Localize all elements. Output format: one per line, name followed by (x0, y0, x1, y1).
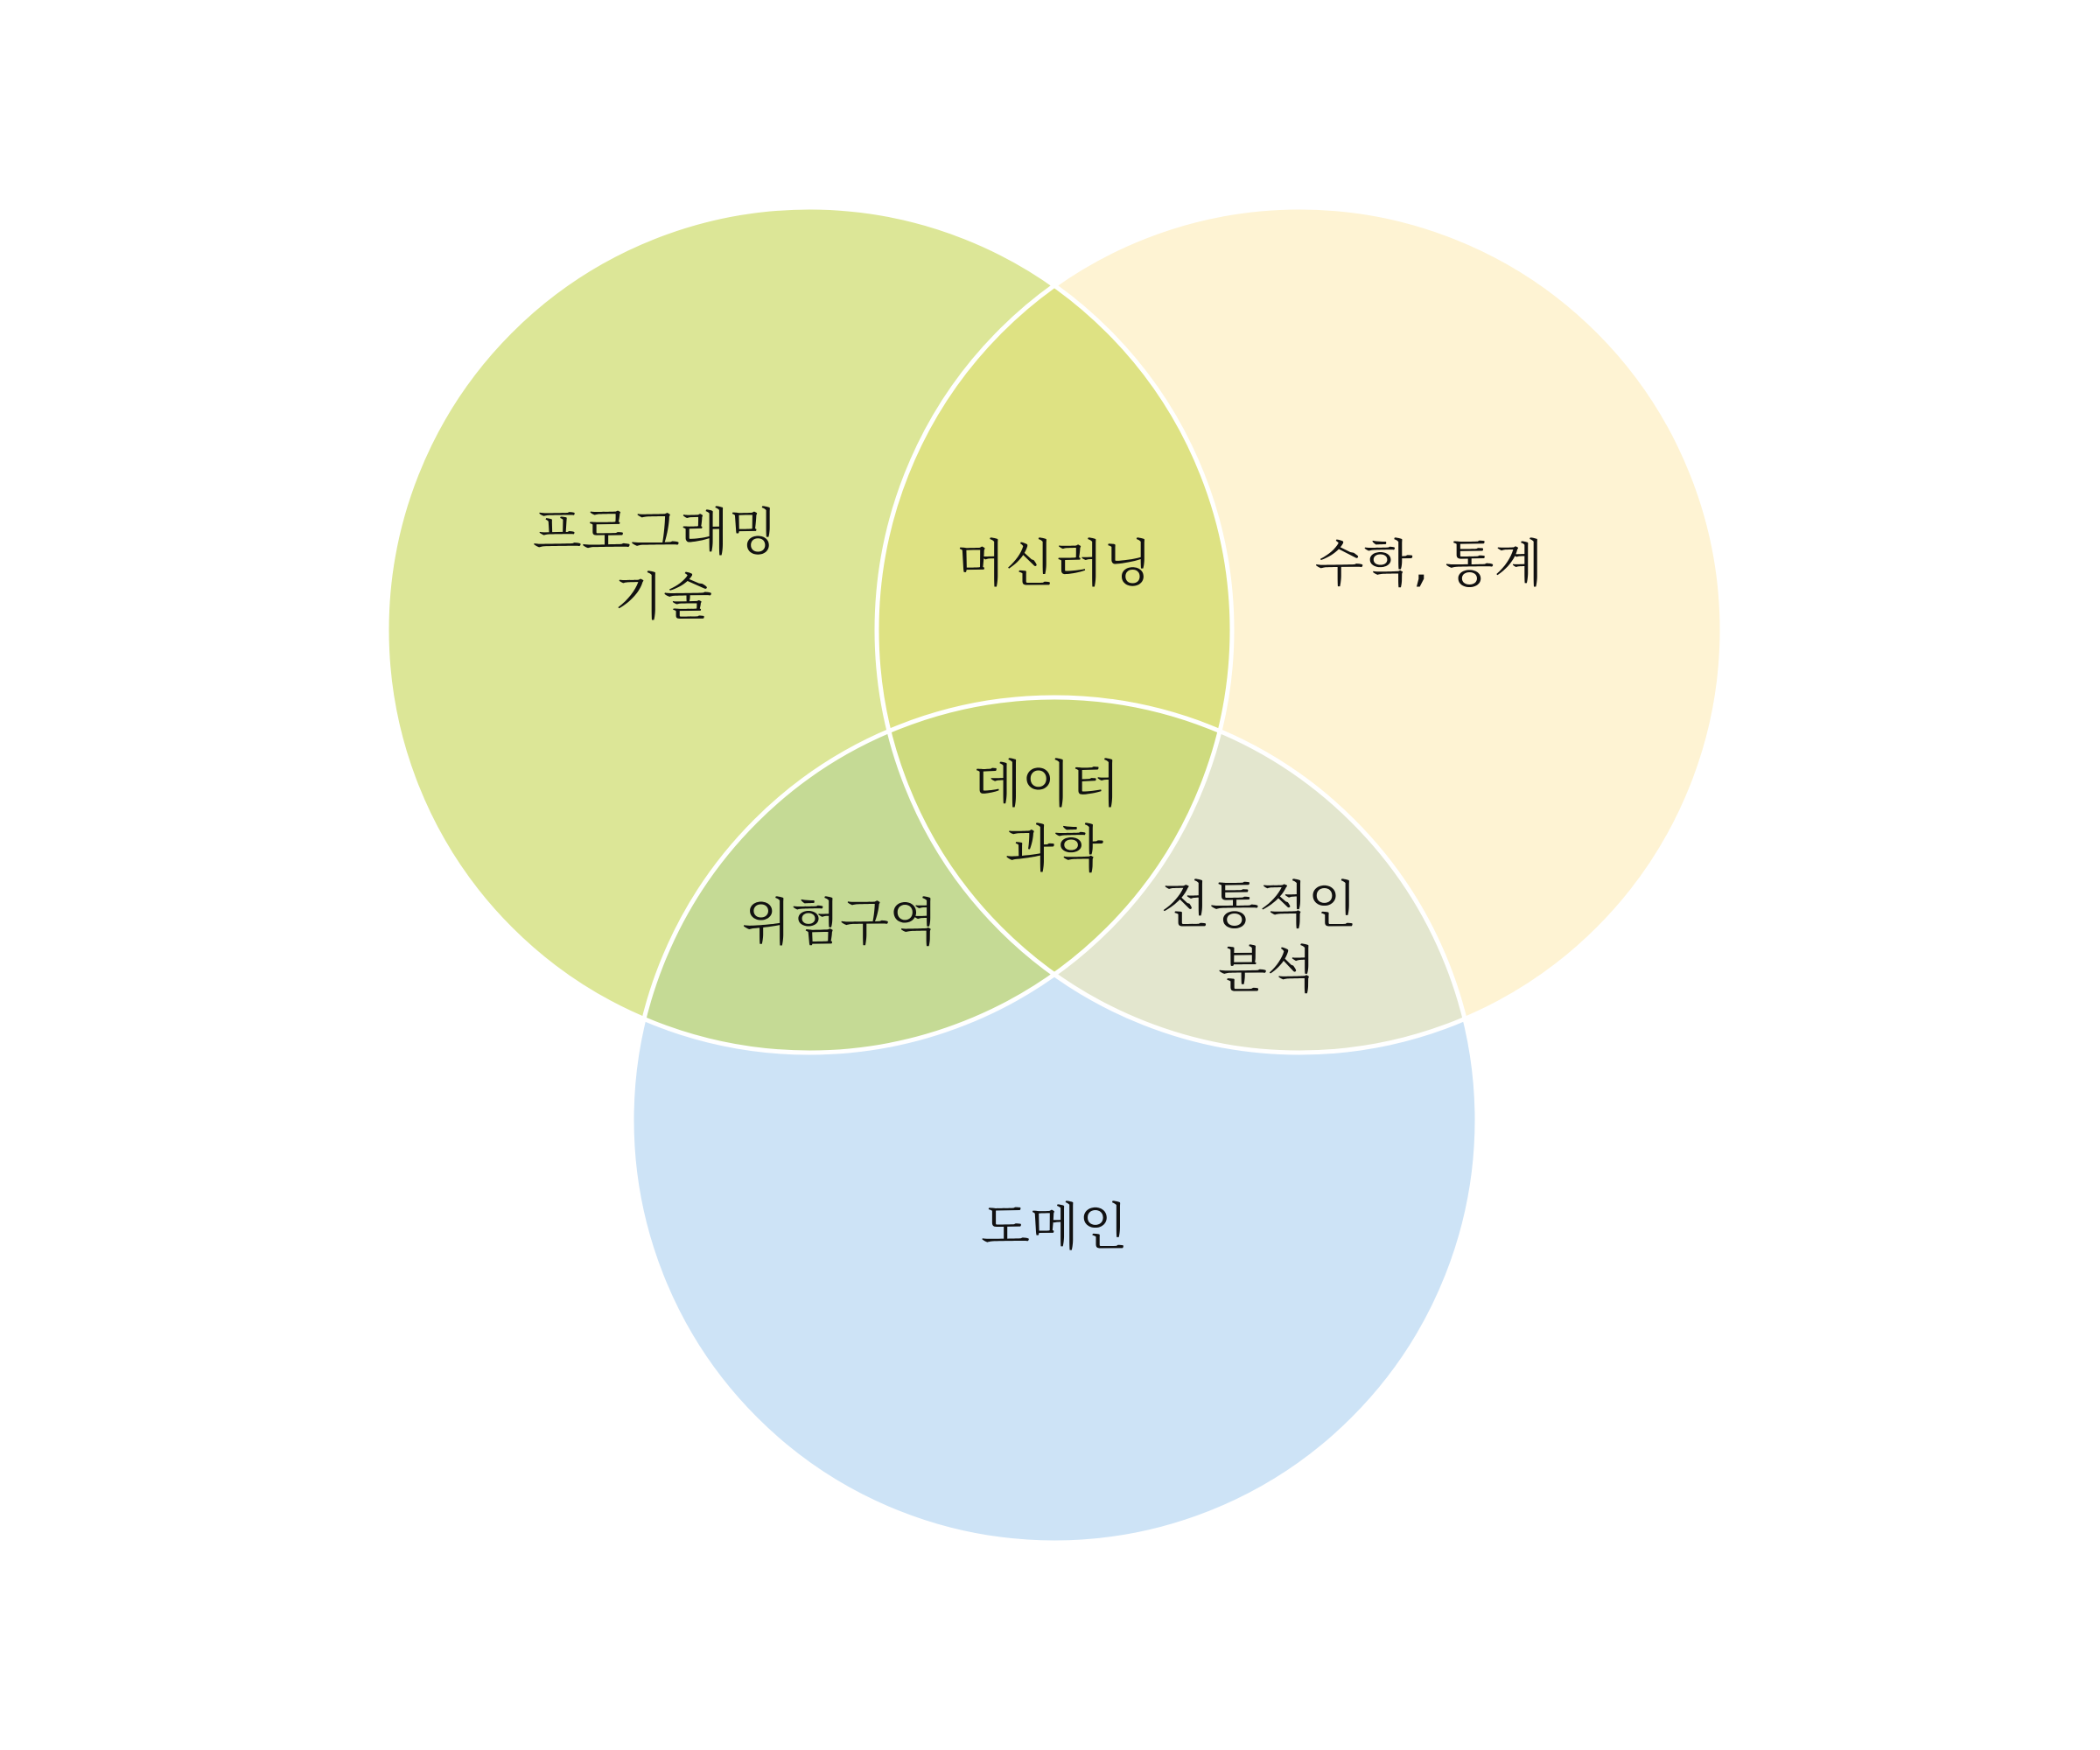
label-machine-learning-line-1: 머신러닝 (956, 534, 1153, 594)
label-danger-zone (742, 892, 938, 952)
label-domain (981, 1197, 1128, 1256)
label-math (1315, 534, 1544, 593)
label-danger-zone-line-1: 위험구역 (741, 892, 939, 953)
label-programming-line-1: 프로그래밍 (532, 502, 778, 563)
label-data-science-line-2: 과학 (1004, 819, 1104, 879)
label-data-science-line-1: 데이터 (972, 754, 1120, 815)
label-programming-line-2: 기술 (613, 567, 713, 627)
label-domain-line-1: 도메인 (980, 1197, 1129, 1257)
label-machine-learning (956, 534, 1152, 593)
label-math-line-1: 수학, 통계 (1314, 534, 1544, 594)
label-traditional-analysis-line-1: 전통적인 (1160, 875, 1357, 935)
label-traditional-analysis-line-2: 분석 (1217, 940, 1317, 1000)
